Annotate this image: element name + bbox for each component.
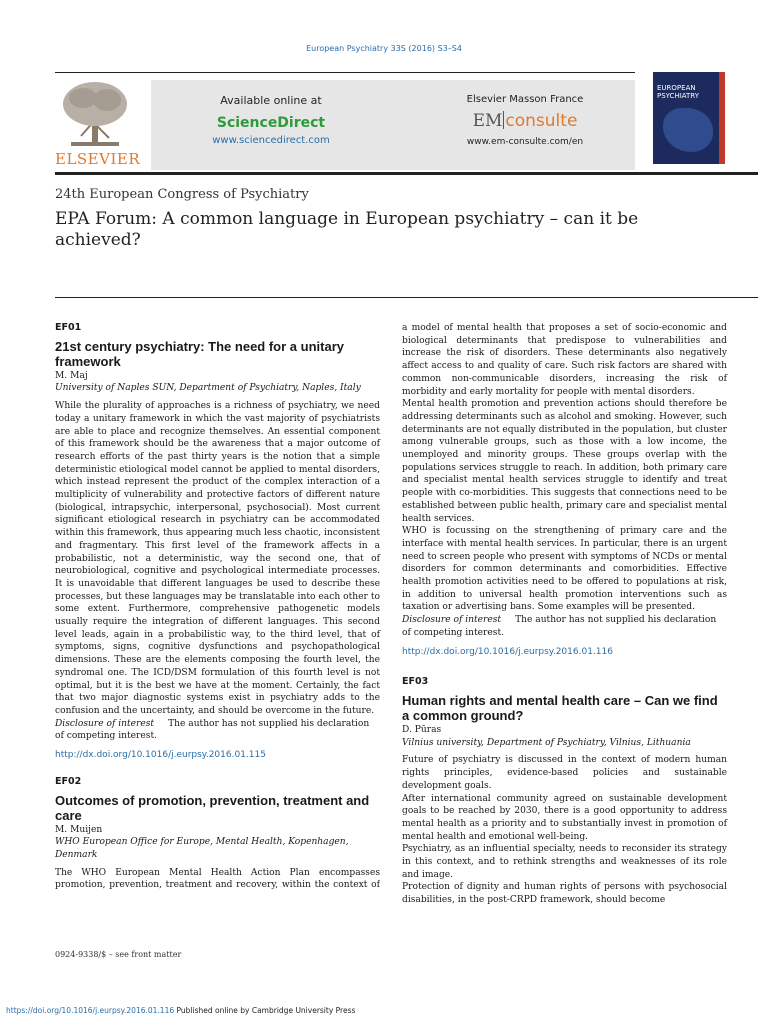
congress-title: 24th European Congress of Psychiatry [55, 187, 309, 202]
abstract-id: EF02 [55, 775, 82, 787]
title-rule [55, 297, 758, 298]
journal-banner [55, 72, 758, 170]
abstract-body-3: WHO is focussing on the strengthening of primary care and the interface with mental health services. In particular, there is an urgent need to screen people who present with symptoms of NCDs or mental disorders for common determinants and comorbidities. Effective health promotion activities need to be offered to populations at risk, in addition to universal health promotion interventions such as taxation or advertising bans. Some examples will be presented. [402, 526, 727, 613]
abstract-body-1: Future of psychiatry is discussed in the context of modern human rights principles, evidence-based policies and sustainable development goals. [402, 755, 727, 791]
sciencedirect-logo: ScienceDirect [216, 115, 326, 131]
sciencedirect-link[interactable]: www.sciencedirect.com [212, 135, 330, 146]
cover-title: EUROPEAN PSYCHIATRY [657, 84, 699, 100]
emconsulte-logo: EM consulte [472, 111, 578, 131]
footer-doi [6, 1006, 355, 1015]
elsevier-tree-icon [59, 80, 131, 152]
banner-rule [55, 172, 758, 175]
footer-doi-link[interactable]: https://doi.org/10.1016/j.eurpsy.2016.01.116 [6, 1006, 175, 1015]
abstract-affiliation: WHO European Office for Europe, Mental Health, Kopenhagen, Denmark [55, 837, 349, 860]
em-publisher-label: Elsevier Masson France [466, 94, 584, 105]
abstract-body-3: Psychiatry, as an influential specialty, needs to reconsider its strategy in this context, and to rethink strengths and weaknesses of its role and image. [402, 844, 727, 880]
abstract-title: Human rights and mental health care – Can we find a common ground? [402, 692, 718, 724]
abstract-affiliation: Vilnius university, Department of Psychiatry, Vilnius, Lithuania [402, 737, 691, 748]
elsevier-wordmark: ELSEVIER [55, 150, 141, 168]
cover-map-icon [663, 108, 713, 152]
abstract-author: M. Muijen [55, 824, 103, 835]
abstract-author: M. Maj [55, 370, 88, 381]
doi-link[interactable]: http://dx.doi.org/10.1016/j.eurpsy.2016.01.115 [55, 750, 266, 761]
left-column [55, 322, 380, 892]
abstract-body: While the plurality of approaches is a richness of psychiatry, we need today a unitary framework in which the vast majority of psychiatrists are able to place and recognize themselves. An essential component of this framework should be the awareness that a major outcome of research efforts of the past thirty years is the notion that a simple deterministic etiological model cannot be applied to mental disorders, which instead represent the product of the complex interaction of a multiplicity of vulnerability and protective factors of different nature (biological, intrapsychic, interpersonal, psychosocial). Most current significant etiological research in psychiatry can be accommodated within this framework, thus appearing much less chaotic, inconsistent and fragmentary. This first level of the framework affects in a probabilistic, not a deterministic, way the second one, that of neurobiological, cognitive and psychological intermediate processes. It is unavoidable that different languages be used to describe these processes, but these languages may be translatable into each other to some extent. Furthermore, comprehensive pathogenetic models usually require the integration of different languages. This second level leads, again in a probabilistic way, to the third level, that of symptoms, signs, cognitive dysfunctions and psychopathological dimensions. These are the elements composing the fourth level, the syndromal one. The ICD/DSM formulation of this fourth level is not optimal, but it is the best we have at the moment. Certainly, the fact that two major diagnostic systems exist in psychiatry adds to the confusion and the uncertainty, and should be overcome in the future. [55, 401, 380, 716]
abstract-ef02 [55, 776, 380, 892]
abstract-title: Outcomes of promotion, prevention, treatment and care [55, 792, 370, 823]
elsevier-logo [55, 80, 141, 170]
emconsulte-link[interactable]: www.em-consulte.com/en [466, 137, 584, 147]
abstract-author: D. Pūras [402, 724, 442, 735]
disclosure: Disclosure of interest The author has not supplied his declaration of competing interest. [402, 615, 717, 638]
sciencedirect-block [171, 94, 371, 146]
abstract-ef01 [55, 322, 380, 762]
issn-line: 0924-9338/$ – see front matter [55, 950, 182, 959]
abstract-body-2: After international community agreed on sustainable development goals to be reached by 2030, there is a good opportunity to address mental health as a priority and to substantially invest in promotion of mental health and emotional well-being. [402, 793, 727, 842]
abstract-id: EF01 [55, 322, 82, 333]
abstract-body-1-continued: a model of mental health that proposes a set of socio-economic and biological determinants that predispose to vulnerabilities and increase the risk of disorders. These determinants also negatively affect access to and quality of care. Such risk factors are shared with common non-communicable disorders, increasing the risk of morbidity and early mortality for people with mental disorders. [402, 323, 727, 397]
abstract-body-1: The WHO European Mental Health Action Plan encompasses promotion, prevention, treatment and recovery, within the context of [55, 867, 380, 891]
doi-link[interactable]: http://dx.doi.org/10.1016/j.eurpsy.2016.01.116 [402, 646, 613, 657]
abstract-ef02-continued [402, 322, 727, 614]
abstract-affiliation: University of Naples SUN, Department of Psychiatry, Naples, Italy [55, 383, 361, 394]
available-online-label: Available online at [220, 94, 322, 107]
journal-cover[interactable] [653, 72, 725, 164]
abstract-ef03 [402, 676, 727, 907]
right-column [402, 322, 727, 907]
forum-title: EPA Forum: A common language in European psychiatry – can it be achieved? [55, 209, 639, 250]
abstract-body-2: Mental health promotion and prevention actions should therefore be addressing determinants such as alcohol and smoking. However, such determinants are not equally distributed in the population, but cluster among vulnerable groups, such as those with a low income, the unemployed and minority groups. These groups overlap with the populations services struggle to reach. In addition, both primary care and specialist mental health services struggle to identify and treat people with co-morbidities. This suggests that connections need to be established between public health, primary care and specialist mental health services. [402, 399, 727, 524]
emconsulte-block [427, 94, 623, 147]
abstract-title: 21st century psychiatry: The need for a unitary framework [55, 338, 344, 370]
journal-reference[interactable]: European Psychiatry 33S (2016) S3–S4 [306, 44, 462, 53]
abstract-body-4: Protection of dignity and human rights of persons with psychosocial disabilities, in the post-CRPD framework, should become [402, 882, 727, 906]
published-note: Published online by Cambridge University Press [176, 1006, 356, 1015]
disclosure: Disclosure of interest The author has not supplied his declaration of competing interest. [55, 718, 370, 742]
abstract-id: EF03 [402, 676, 429, 688]
availability-box [151, 80, 635, 170]
